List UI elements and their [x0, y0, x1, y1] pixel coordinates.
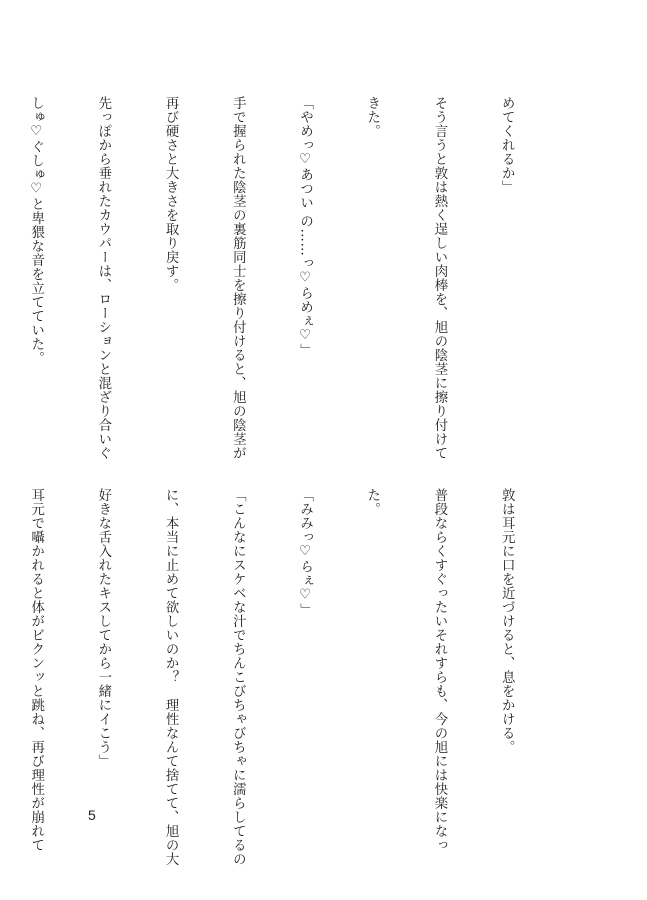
text-line: 手で握られた陰茎の裏筋同士を擦り付けると、旭の陰茎が [230, 96, 246, 460]
text-line: 普段ならくすぐったいそれすらも、今の旭には快楽になっ [431, 488, 447, 852]
text-line: 敦は耳元に口を近づけると、息をかける。 [499, 488, 515, 754]
text-line: きた。 [364, 96, 380, 138]
text-line: 「こんなにスケベな汁でちんこびちゃびちゃに濡らしてるの [230, 488, 246, 866]
text-line: 「やめっ♡あつい の……っ♡らめぇ♡」 [297, 96, 313, 358]
text-line: めてくれるか」 [499, 96, 515, 194]
text-line: た。 [364, 488, 380, 516]
text-line: に、本当に止めて欲しいのか？ 理性なんて捨てて、旭の大 [163, 488, 179, 866]
text-line: しゅ♡ぐしゅ♡と卑猥な音を立てていた。 [28, 96, 44, 366]
text-line: 先っぽから垂れたカウパーは、ローションと混ざり合いぐ [95, 96, 111, 460]
upper-text-block [0, 96, 562, 474]
text-line: 「みみっ♡らぇ♡」 [297, 488, 313, 618]
text-line: そう言うと敦は熱く逞しい肉棒を、旭の陰茎に擦り付けて [431, 96, 447, 460]
page-number: 5 [88, 807, 96, 823]
text-line: 再び硬さと大きさを取り戻す。 [163, 96, 179, 292]
text-line: 耳元で囁かれると体がビクンッと跳ね、再び理性が崩れて [28, 488, 44, 852]
text-line: 好きな舌入れたキスしてから一緒にイこう」 [95, 488, 111, 768]
lower-text-block [0, 488, 562, 866]
